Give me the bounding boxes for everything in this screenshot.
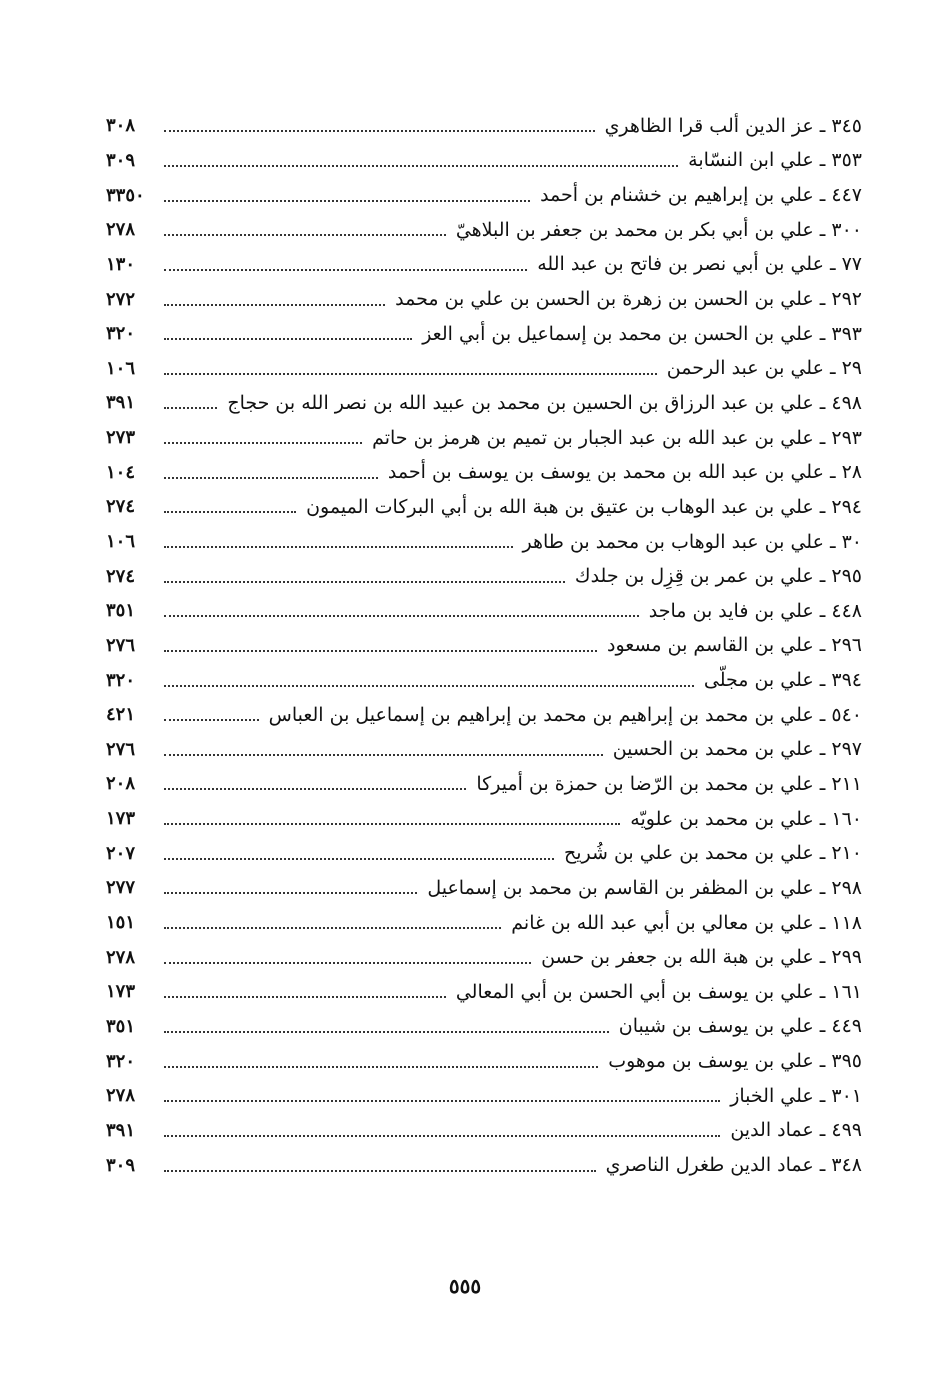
entry-name: ٤٤٧ ـ علي بن إبراهيم بن خشنام بن أحمد (540, 184, 862, 207)
index-entry (106, 144, 862, 179)
index-entry (106, 594, 862, 629)
index-entry (106, 109, 862, 144)
dot-leader (164, 858, 554, 860)
index-entry (106, 733, 862, 768)
entry-name: ٣٩٤ ـ علي بن مجلّى (703, 669, 862, 692)
entry-name: ٣٩٥ ـ علي بن يوسف بن موهوب (608, 1050, 862, 1073)
dot-leader (164, 650, 597, 652)
entry-name: ٢٩٤ ـ علي بن عبد الوهاب بن عتيق بن هبة الله بن أبي البركات الميمون (306, 495, 862, 518)
entry-name: ٢٨ ـ علي بن عبد الله بن محمد بن يوسف بن يوسف بن أحمد (387, 461, 862, 484)
entry-page-number: ٣٥١ (106, 1015, 136, 1037)
index-entry (106, 802, 862, 837)
dot-leader (164, 373, 657, 375)
dot-leader (164, 511, 296, 513)
dot-leader (164, 304, 385, 306)
index-entry (106, 836, 862, 871)
dot-leader (164, 1170, 596, 1172)
index-entry (106, 940, 862, 975)
entry-page-number: ٢٧٢ (106, 288, 136, 310)
entry-name: ٧٧ ـ علي بن أبي نصر بن فاتح بن عبد الله (537, 253, 862, 276)
entry-page-number: ١٣٠ (106, 253, 136, 275)
entry-name: ٣٠ ـ علي بن عبد الوهاب بن محمد بن طاهر (522, 530, 862, 553)
index-entry (106, 1044, 862, 1079)
dot-leader (164, 719, 259, 721)
dot-leader (164, 234, 446, 236)
entry-page-number: ٣٢٠ (106, 323, 136, 345)
index-entry (106, 455, 862, 490)
entry-page-number: ٢٠٨ (106, 773, 136, 795)
dot-leader (164, 788, 466, 790)
dot-leader (164, 685, 694, 687)
dot-leader (164, 927, 501, 929)
entry-page-number: ٢٧٤ (106, 565, 136, 587)
entry-page-number: ٣٠٨ (106, 115, 136, 137)
entry-name: ٤٩٩ ـ عماد الدين (730, 1119, 862, 1142)
page-number: ٥٥٥ (448, 1274, 482, 1298)
entry-page-number: ٣٠٩ (106, 149, 136, 171)
dot-leader (164, 130, 595, 132)
entry-name: ١١٨ ـ علي بن معالي بن أبي عبد الله بن غانم (511, 911, 862, 934)
entry-page-number: ٣٣٥٠ (106, 184, 145, 206)
index-entry (106, 871, 862, 906)
entry-page-number: ٣٠٩ (106, 1154, 136, 1176)
index-entry (106, 559, 862, 594)
entry-name: ٢١٠ ـ علي بن محمد بن علي بن شُريح (563, 842, 862, 865)
entry-page-number: ١٠٤ (106, 461, 136, 483)
dot-leader (164, 615, 639, 617)
dot-leader (164, 269, 527, 271)
index-entry (106, 1010, 862, 1045)
entry-name: ٢٩٨ ـ علي بن المظفر بن القاسم بن محمد بن إسماعيل (427, 876, 862, 899)
dot-leader (164, 200, 530, 202)
dot-leader (164, 581, 565, 583)
index-entry (106, 421, 862, 456)
index-entry (106, 906, 862, 941)
entry-page-number: ١٧٣ (106, 808, 136, 830)
entry-page-number: ٢٧٨ (106, 219, 136, 241)
dot-leader (164, 996, 446, 998)
index-entry (106, 213, 862, 248)
entry-name: ٢٩٢ ـ علي بن الحسن بن زهرة بن الحسن بن علي بن محمد (395, 288, 862, 311)
index-entry (106, 248, 862, 283)
entry-page-number: ٢٧٦ (106, 634, 136, 656)
entry-page-number: ٣٢٠ (106, 1050, 136, 1072)
index-entry (106, 525, 862, 560)
entry-name: ٢٩ ـ علي بن عبد الرحمن (666, 357, 862, 380)
dot-leader (164, 442, 362, 444)
entry-page-number: ٤٢١ (106, 704, 136, 726)
dot-leader (164, 1066, 598, 1068)
entry-name: ٣٩٣ ـ علي بن الحسن بن محمد بن إسماعيل بن أبي العز (422, 322, 862, 345)
entry-name: ١٦١ ـ علي بن يوسف بن أبي الحسن بن أبي المعالي (455, 980, 862, 1003)
index-entry (106, 282, 862, 317)
entry-name: ٢١١ ـ علي بن محمد بن الرّضا بن حمزة بن أميركا (476, 772, 862, 795)
index-entry (106, 386, 862, 421)
entry-page-number: ٣٢٠ (106, 669, 136, 691)
entry-name: ٤٩٨ ـ علي بن عبد الرزاق بن الحسين بن محمد بن عبيد الله بن نصر الله بن حجاج (227, 391, 862, 414)
entry-page-number: ٣٩١ (106, 392, 136, 414)
entry-name: ٢٩٣ ـ علي بن عبد الله بن عبد الجبار بن تميم بن هرمز بن حاتم (372, 426, 862, 449)
dot-leader (164, 1100, 720, 1102)
index-entry (106, 351, 862, 386)
index-entry (106, 1114, 862, 1149)
dot-leader (164, 546, 513, 548)
entry-page-number: ٢٧٧ (106, 877, 136, 899)
entry-name: ٢٩٧ ـ علي بن محمد بن الحسين (612, 738, 862, 761)
entry-page-number: ١٧٣ (106, 981, 136, 1003)
entry-page-number: ١٥١ (106, 912, 136, 934)
index-entry (106, 1148, 862, 1183)
entry-name: ٣٠٠ ـ علي بن أبي بكر بن محمد بن جعفر بن البلاهيّ (455, 218, 862, 241)
dot-leader (164, 754, 603, 756)
entry-page-number: ٢٧٨ (106, 946, 136, 968)
entry-name: ٢٩٦ ـ علي بن القاسم بن مسعود (607, 634, 862, 657)
dot-leader (164, 962, 531, 964)
index-entry (106, 1079, 862, 1114)
entry-name: ٤٤٨ ـ علي بن فايد بن ماجد (648, 599, 862, 622)
entry-name: ٣٤٥ ـ عز الدين ألب قرا الظاهري (604, 114, 862, 137)
entry-name: ٢٩٩ ـ علي بن هبة الله بن جعفر بن حسن (541, 946, 862, 969)
entry-name: ٥٤٠ ـ علي بن محمد بن إبراهيم بن محمد بن إبراهيم بن إسماعيل بن العباس (268, 703, 862, 726)
dot-leader (164, 892, 417, 894)
entry-name: ٢٩٥ ـ علي بن عمر بن قِزِل بن جلدك (574, 565, 862, 588)
entry-page-number: ١٠٦ (106, 531, 136, 552)
entry-page-number: ١٠٦ (106, 357, 136, 379)
entry-page-number: ٢٧٦ (106, 738, 136, 760)
entry-page-number: ٣٩١ (106, 1119, 136, 1141)
entry-name: ٤٤٩ ـ علي بن يوسف بن شيبان (618, 1015, 862, 1038)
index-entry (106, 975, 862, 1010)
entry-name: ٣٠١ ـ علي الخباز (730, 1084, 862, 1107)
index-entry (106, 490, 862, 525)
dot-leader (164, 1031, 609, 1033)
index-entry (106, 629, 862, 664)
dot-leader (164, 1135, 720, 1137)
entry-page-number: ٢٧٨ (106, 1085, 136, 1107)
dot-leader (164, 338, 412, 340)
index-entry (106, 698, 862, 733)
entry-page-number: ٣٥١ (106, 600, 136, 622)
entry-page-number: ٢٧٤ (106, 496, 136, 518)
entry-name: ٣٥٣ ـ علي ابن النسّابة (688, 149, 862, 172)
entry-page-number: ٢٧٣ (106, 427, 136, 449)
entry-name: ٣٤٨ ـ عماد الدين طغرل الناصري (605, 1154, 862, 1177)
dot-leader (164, 165, 678, 167)
index-entry (106, 178, 862, 213)
dot-leader (164, 407, 217, 409)
dot-leader (164, 477, 378, 479)
index-entry (106, 767, 862, 802)
entry-page-number: ٢٠٧ (106, 842, 136, 864)
entry-name: ١٦٠ ـ علي بن محمد بن علويّه (630, 807, 862, 830)
index-list (106, 109, 862, 1183)
dot-leader (164, 823, 620, 825)
index-entry (106, 317, 862, 352)
index-entry (106, 663, 862, 698)
